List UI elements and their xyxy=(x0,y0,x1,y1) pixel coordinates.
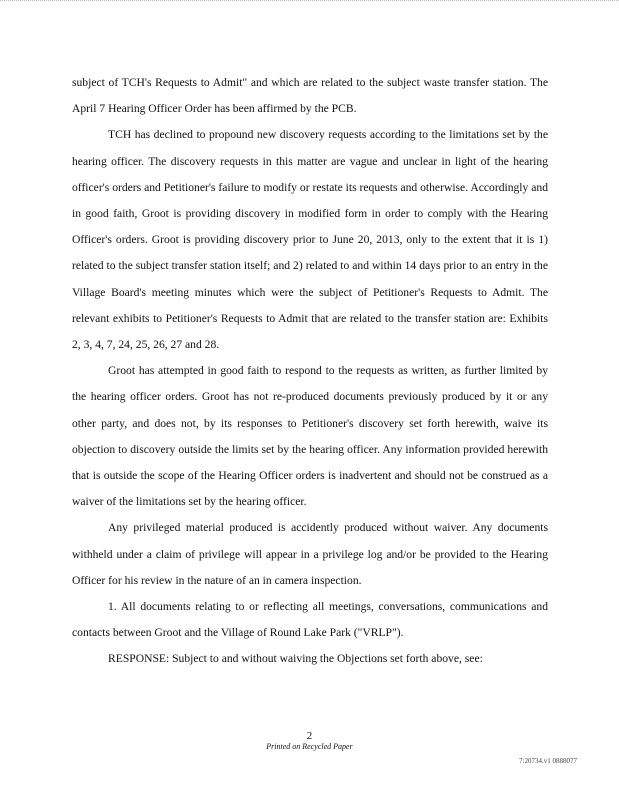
page-number: 2 xyxy=(306,730,313,742)
paragraph-good-faith: Groot has attempted in good faith to respond to the requests as written, as further limited by the hearing officer orders. Groot has not re-produced documents previously produced by it or any other party, and does not, by its responses to Petitioner's discovery set forth herewith, waive its objection to discovery outside the limits set by the hearing officer. Any information provided herewith that is outside the scope of the Hearing Officer orders is inadvertent and should not be construed as a waiver of the limitations set by the hearing officer. xyxy=(72,364,548,509)
request-item-1: 1. All documents relating to or reflecting all meetings, conversations, communications and contacts between Groot and the Village of Round Lake Park ("VRLP"). xyxy=(72,600,548,640)
response-text: RESPONSE: Subject to and without waiving the Objections set forth above, see: xyxy=(108,652,483,666)
paragraph-privilege: Any privileged material produced is accidently produced without waiver. Any documents withheld under a claim of privilege will appear in a privilege log and/or be provided to the Hearing Officer for his review in the nature of an in camera inspection. xyxy=(72,521,548,587)
recycled-paper-note: Printed on Recycled Paper xyxy=(266,742,353,751)
paragraph-tch-discovery: TCH has declined to propound new discovery requests according to the limitations set by the hearing officer. The discovery requests in this matter are vague and unclear in light of the hearing officer's orders and Petitioner's failure to modify or restate its requests and otherwise. Accordingly and in good faith, Groot is providing discovery in modified form in order to comply with the Hearing Officer's orders. Groot is providing discovery prior to June 20, 2013, only to the extent that it is 1) related to the subject transfer station itself; and 2) related to and within 14 days prior to an entry in the Village Board's meeting minutes which were the subject of Petitioner's Requests to Admit. The relevant exhibits to Petitioner's Requests to Admit that are related to the transfer station are: Exhibits 2, 3, 4, 7, 24, 25, 26, 27 and 28. xyxy=(72,128,548,352)
paragraph-continuation: subject of TCH's Requests to Admit" and which are related to the subject waste transfer station. The April 7 Hearing Officer Order has been affirmed by the PCB. xyxy=(72,76,548,116)
document-id: 7:20734.v1 0888077 xyxy=(519,757,577,765)
document-body xyxy=(72,70,548,673)
scan-edge-artifact xyxy=(0,0,619,7)
